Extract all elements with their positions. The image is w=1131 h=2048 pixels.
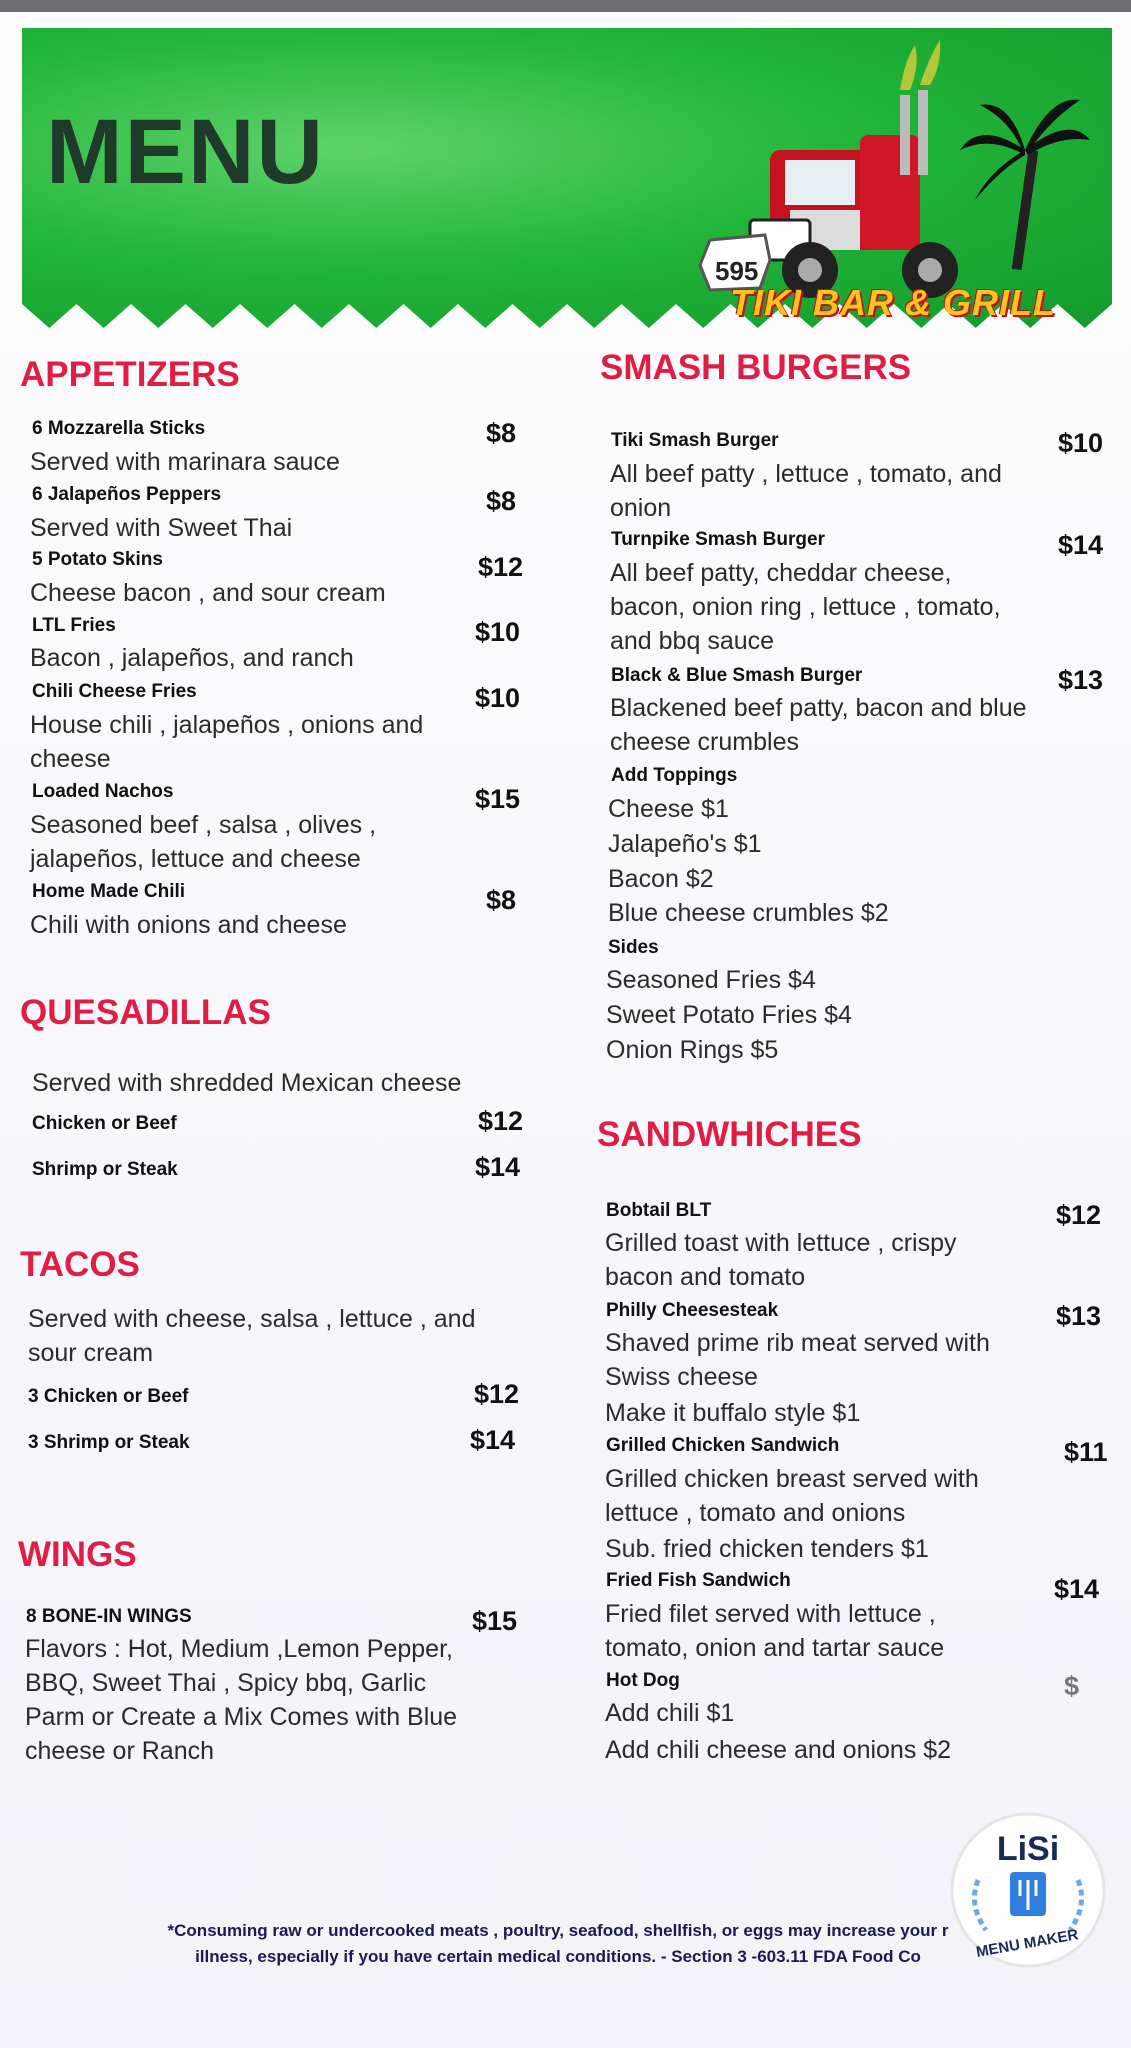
menu-item-name: Bobtail BLT xyxy=(606,1200,712,1221)
menu-item-price: $11 xyxy=(1064,1437,1108,1467)
menu-item-name: 6 Mozzarella Sticks xyxy=(32,418,206,439)
menu-item-price: $10 xyxy=(475,683,521,713)
menu-item-name: Home Made Chili xyxy=(32,881,186,902)
topping-item: Bacon $2 xyxy=(608,865,714,893)
menu-item-price: $15 xyxy=(475,784,521,814)
disclaimer-line-2: illness, especially if you have certain medical conditions. - Section 3 -603.11 FDA Food Co xyxy=(195,1947,921,1966)
menu-item-price: $8 xyxy=(486,418,517,448)
smash-burgers-heading: SMASH BURGERS xyxy=(600,348,912,387)
menu-item-desc: Blackened beef patty, bacon and blue cheese crumbles xyxy=(610,694,1027,756)
quesadillas-heading: QUESADILLAS xyxy=(20,993,271,1032)
menu-item-price: $14 xyxy=(470,1425,516,1455)
svg-text:595: 595 xyxy=(715,256,759,286)
menu-item-price: $14 xyxy=(1058,530,1104,560)
menu-item-desc: Served with marinara sauce xyxy=(30,448,340,476)
menu-item-desc: Grilled toast with lettuce , crispy bacon and tomato xyxy=(605,1229,957,1291)
menu-item-name: Chili Cheese Fries xyxy=(32,681,197,702)
menu-item-price: $13 xyxy=(1056,1301,1102,1331)
tacos-heading: TACOS xyxy=(20,1245,140,1284)
menu-item-name: Philly Cheesesteak xyxy=(606,1300,779,1321)
toppings-heading: Add Toppings xyxy=(611,765,738,786)
menu-item-desc: Grilled chicken breast served with lettuce , tomato and onions xyxy=(605,1465,979,1527)
menu-item-price: $12 xyxy=(478,552,524,582)
menu-item-name: Turnpike Smash Burger xyxy=(611,529,825,550)
menu-item-name: 5 Potato Skins xyxy=(32,549,163,570)
menu-item-name: Shrimp or Steak xyxy=(32,1159,178,1180)
menu-item-name: Chicken or Beef xyxy=(32,1113,177,1134)
food-safety-disclaimer xyxy=(18,1918,1098,1970)
topping-item: Cheese $1 xyxy=(608,795,729,823)
menu-item-price: $10 xyxy=(475,617,521,647)
menu-item-price: $8 xyxy=(486,486,517,516)
quesadillas-note: Served with shredded Mexican cheese xyxy=(32,1069,462,1097)
menu-title: MENU xyxy=(46,101,325,203)
menu-item-extra: Make it buffalo style $1 xyxy=(605,1399,861,1427)
tacos-note: Served with cheese, salsa , lettuce , and sour cream xyxy=(28,1305,476,1367)
truck-icon xyxy=(750,40,958,298)
menu-item-desc: Shaved prime rib meat served with Swiss cheese xyxy=(605,1329,990,1391)
menu-item-name: 3 Shrimp or Steak xyxy=(28,1432,190,1453)
menu-item-desc: Bacon , jalapeños, and ranch xyxy=(30,644,354,672)
palm-tree-icon xyxy=(960,100,1090,271)
logo-text: TIKI BAR & GRILL xyxy=(730,282,1056,323)
menu-item-name: 6 Jalapeños Peppers xyxy=(32,484,222,505)
menu-item-name: Loaded Nachos xyxy=(32,781,174,802)
menu-item-price: $8 xyxy=(486,885,517,915)
menu-item-name: Hot Dog xyxy=(606,1670,680,1691)
svg-text:MENU MAKER: MENU MAKER xyxy=(974,1926,1080,1961)
menu-item-price: $14 xyxy=(1054,1574,1100,1604)
menu-item-name: 8 BONE-IN WINGS xyxy=(26,1606,192,1627)
side-item: Onion Rings $5 xyxy=(606,1036,779,1064)
menu-item-desc: Fried filet served with lettuce , tomato, onion and tartar sauce xyxy=(605,1600,945,1662)
menu-item-desc: House chili , jalapeños , onions and cheese xyxy=(30,711,424,773)
sandwiches-heading: SANDWHICHES xyxy=(597,1115,862,1154)
menu-item-desc: Flavors : Hot, Medium ,Lemon Pepper, BBQ, Sweet Thai , Spicy bbq, Garlic Parm or Create a Mix Comes with Blue cheese or Ranch xyxy=(25,1635,458,1765)
menu-item-name: LTL Fries xyxy=(32,615,116,636)
menu-item-name: Fried Fish Sandwich xyxy=(606,1570,791,1591)
wings-heading: WINGS xyxy=(18,1535,137,1574)
disclaimer-line-1: *Consuming raw or undercooked meats , poultry, seafood, shellfish, or eggs may increase your r xyxy=(167,1921,949,1940)
topping-item: Jalapeño's $1 xyxy=(608,830,762,858)
top-edge xyxy=(0,0,1131,12)
menu-item-price: $14 xyxy=(475,1152,521,1182)
menu-item-price: $10 xyxy=(1058,428,1104,458)
menu-item-price: $15 xyxy=(472,1606,518,1636)
menu-item-price: $12 xyxy=(478,1106,524,1136)
menu-item-desc: Chili with onions and cheese xyxy=(30,911,347,939)
menu-item-desc: All beef patty , lettuce , tomato, and onion xyxy=(610,460,1002,522)
menu-item-desc: Seasoned beef , salsa , olives , jalapeños, lettuce and cheese xyxy=(30,811,377,873)
menu-item-price: $13 xyxy=(1058,665,1104,695)
menu-item-desc: Served with Sweet Thai xyxy=(30,514,293,542)
menu-item-price: $ xyxy=(1064,1671,1080,1701)
sides-heading: Sides xyxy=(608,937,659,958)
menu-item-desc: Add chili $1 xyxy=(605,1699,735,1727)
menu-item-name: Tiki Smash Burger xyxy=(611,430,779,451)
menu-item-price: $12 xyxy=(1056,1200,1102,1230)
side-item: Sweet Potato Fries $4 xyxy=(606,1001,852,1029)
menu-item-extra: Add chili cheese and onions $2 xyxy=(605,1736,952,1764)
menu-item-name: 3 Chicken or Beef xyxy=(28,1386,189,1407)
menu-item-extra: Sub. fried chicken tenders $1 xyxy=(605,1535,929,1563)
menu-item-desc: Cheese bacon , and sour cream xyxy=(30,579,386,607)
menu-item-desc: All beef patty, cheddar cheese, bacon, onion ring , lettuce , tomato, and bbq sauce xyxy=(610,559,1001,655)
menu-item-price: $12 xyxy=(474,1379,520,1409)
menu-item-name: Black & Blue Smash Burger xyxy=(611,665,863,686)
svg-text:LiSi: LiSi xyxy=(996,1830,1060,1868)
appetizers-heading: APPETIZERS xyxy=(20,355,240,394)
menu-item-name: Grilled Chicken Sandwich xyxy=(606,1435,840,1456)
topping-item: Blue cheese crumbles $2 xyxy=(608,899,889,927)
side-item: Seasoned Fries $4 xyxy=(606,966,816,994)
